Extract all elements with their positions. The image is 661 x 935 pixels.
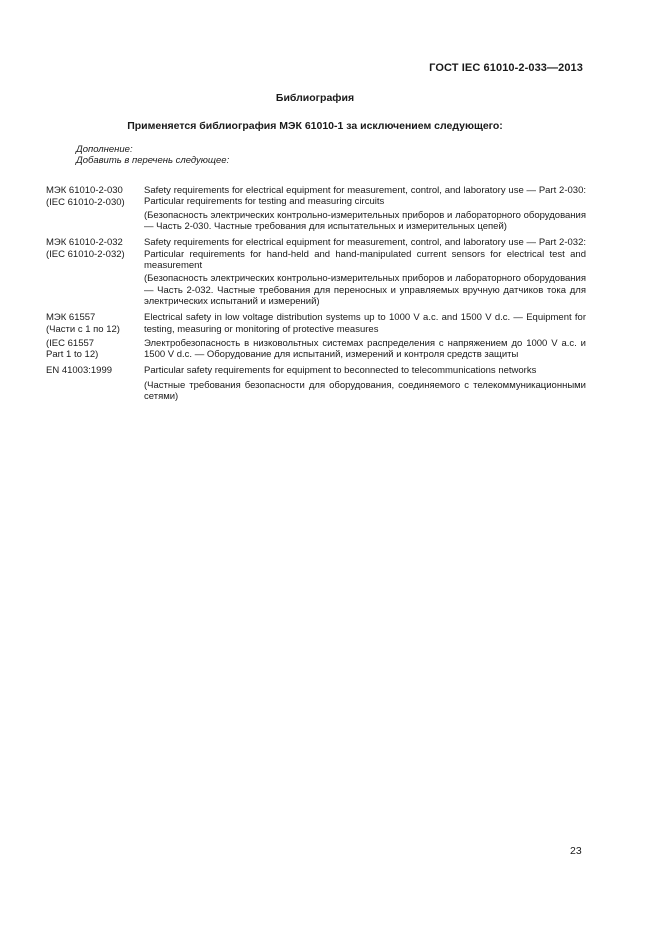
entry-ref-en: (IEC 61010-2-032) [46,248,125,260]
entry-title-en: Safety requirements for electrical equipment for measurement, control, and laboratory use — Part 2-032: Particular requirements for hand-held and hand-manipulated current sensors for electrical test and measurement [144,237,586,272]
entry-ref-en-text: (IEC 61557 [46,337,95,349]
bibliography-list [46,185,586,407]
entry-ref-ru: МЭК 61010-2-030 [46,185,123,196]
entry-title-ru: Электробезопасность в низковольтных системах распределения с напряжением до 1000 V а.с. и 1500 V d.c. — Оборудование для испытаний, измерений и контроля средств защиты [144,337,586,361]
entry-ref-en-note: Part 1 to 12) [46,349,99,361]
entry-ref-ru-text: МЭК 61010-2-032 [46,237,123,249]
entry-ref-en: (IEC 61010-2-030) [46,196,125,208]
entry-title-en: Electrical safety in low voltage distribution systems up to 1000 V a.c. and 1500 V d.c. — Equipment for testing, measuring or monitoring of protective measures [144,312,586,335]
addendum-instruction: Добавить в перечень следующее: [76,155,230,166]
entry-title-en: Safety requirements for electrical equipment for measurement, control, and laboratory use — Part 2-030: Particular requirements for testing and measuring circuits [144,185,586,208]
entry-ref-en [46,338,144,361]
entry-ref-ru: EN 41003:1999 [46,365,113,377]
entry-title-ru: (Безопасность электрических контрольно-измерительных приборов и лабораторного оборудования — Часть 2-030. Частные требования для испытательных и измерительных цепей) [144,209,586,233]
section-subtitle: Применяется библиография МЭК 61010-1 за исключением следующего: [127,120,503,132]
addendum-label: Дополнение: [76,144,133,155]
entry-title-en: Particular safety requirements for equipment to beconnected to telecommunications networks [144,365,537,377]
document-header: ГОСТ IEC 61010-2-033—2013 [429,62,583,74]
entry-ref-ru-note: (Части с 1 по 12) [46,323,120,335]
section-title: Библиография [275,92,355,104]
entry-ref-ru [46,237,144,271]
entry-ref-ru-text: МЭК 61557 [46,312,96,324]
entry-ref-ru [46,312,144,335]
addendum-note [76,144,229,166]
entry-title-ru: (Безопасность электрических контрольно-измерительных приборов и лабораторного оборудования — Часть 2-032. Частные требования для переносных и управляемых вручную датчиков тока для электрических испытаний и измерений) [144,273,586,307]
entry-title-ru: (Частные требования безопасности для оборудования, соединяемого с телекоммуникационными сетями) [144,379,586,403]
page-number: 23 [570,845,582,857]
